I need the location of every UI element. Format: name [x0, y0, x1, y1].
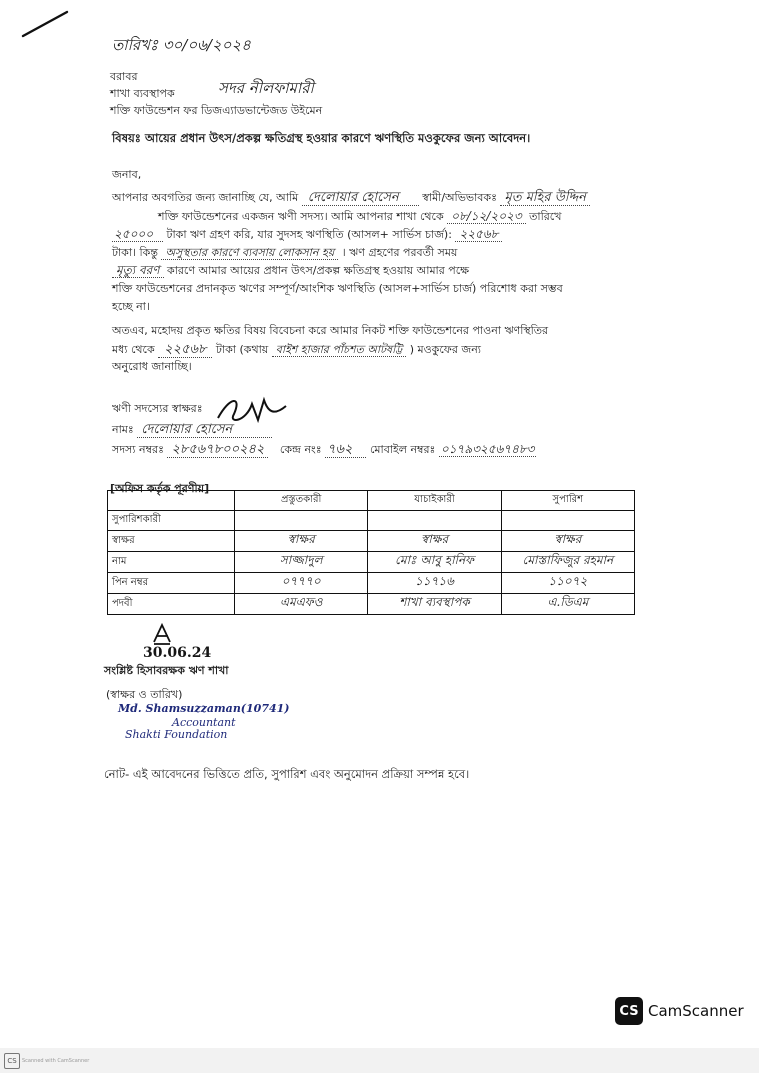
body-text: ) মওকুফের জন্য	[409, 343, 481, 356]
recipient-organization: শক্তি ফাউন্ডেশন ফর ডিজএ্যাডভান্টেজড উইমেন	[110, 104, 323, 117]
member-id-handwritten: ২৮৫৬৭৮০০২৪২	[167, 442, 268, 458]
table-header-cell	[108, 491, 235, 511]
table-cell: মোস্তাফিজুর রহমান	[501, 552, 634, 573]
body-text: শক্তি ফাউন্ডেশনের একজন ঋণী সদস্য। আমি আপনার শাখা থেকে	[158, 210, 444, 223]
body-text: টাকা ঋণ গ্রহণ করি, যার সুদসহ ঋণস্থিতি (আসল+ সার্ভিস চার্জ):	[166, 228, 452, 241]
loss-reason-handwritten: অসুস্থতার কারণে ব্যবসায় লোকসান হয়	[161, 246, 338, 260]
body-line-7: হচ্ছে না।	[112, 300, 150, 313]
subject-line: বিষয়ঃ আয়ের প্রধান উৎস/প্রকল্প ক্ষতিগ্রস্থ হওয়ার কারণে ঋণস্থিতি মওকুফের জন্য আবেদন।	[112, 131, 531, 145]
member-id-label: সদস্য নম্বরঃ	[112, 443, 164, 456]
body-text: স্বামী/অভিভাবকঃ	[422, 191, 497, 204]
table-cell-signature: স্বাক্ষর	[235, 531, 368, 552]
table-cell: ১১০৭২	[501, 573, 634, 594]
mobile-label: মোবাইল নম্বরঃ	[369, 443, 436, 456]
table-cell-signature: স্বাক্ষর	[368, 531, 501, 552]
table-cell: সাজ্জাদুল	[235, 552, 368, 573]
mobile-number-handwritten: ০১৭৯৩২৫৬৭৪৮৩	[440, 442, 535, 456]
table-cell	[501, 511, 634, 531]
recipient-designation: শাখা ব্যবস্থাপক	[110, 87, 175, 100]
application-date: তারিখঃ ৩০/০৬/২০২৪	[112, 36, 251, 54]
table-row	[108, 511, 635, 531]
verification-table	[107, 490, 635, 609]
approval-date-handwritten: 30.06.24	[143, 645, 212, 661]
body-line-1	[112, 188, 590, 209]
body-text: আপনার অবগতির জন্য জানাচ্ছি যে, আমি	[112, 191, 299, 204]
row-label: নাম	[108, 552, 235, 573]
loan-balance-handwritten: ২২৫৬৮	[455, 227, 502, 242]
member-signature-label: ঋণী সদস্যের স্বাক্ষরঃ	[112, 402, 203, 415]
member-name-signature-handwritten: দেলোয়ার হোসেন	[137, 422, 272, 438]
row-label: সুপারিশকারী	[108, 511, 235, 531]
member-name-handwritten: দেলোয়ার হোসেন	[302, 190, 419, 206]
table-header-cell: সুপারিশ	[501, 491, 634, 511]
table-cell	[235, 511, 368, 531]
row-label: পদবী	[108, 594, 235, 615]
waiver-amount-handwritten: ২২৫৬৮	[158, 342, 212, 358]
table-header-row	[108, 491, 635, 511]
loan-date-handwritten: ০৮/১২/২০২৩	[447, 209, 525, 224]
table-cell-signature: স্বাক্ষর	[501, 531, 634, 552]
camscanner-small-logo-icon: CS	[4, 1053, 20, 1069]
table-cell	[368, 511, 501, 531]
table-cell: শাখা ব্যবস্থাপক	[368, 594, 501, 615]
loan-amount-handwritten: ২৫০০০	[112, 227, 163, 242]
row-label: স্বাক্ষর	[108, 531, 235, 552]
body-line-3	[112, 226, 502, 246]
body-line-6: শক্তি ফাউন্ডেশনের প্রদানকৃত ঋণের সম্পূর্ণ/আংশিক ঋণস্থিতি (আসল+সার্ভিস চার্জ) পরিশোধ করা সম্ভব	[112, 282, 563, 295]
camscanner-logo-icon: CS	[615, 997, 643, 1025]
scanner-footer-band	[0, 1048, 759, 1073]
table-cell: মোঃ আবু হানিফ	[368, 552, 501, 573]
approval-instruction: (স্বাক্ষর ও তারিখ)	[106, 688, 183, 701]
footer-note: নোট- এই আবেদনের ভিত্তিতে প্রতি, সুপারিশ এবং অনুমোদন প্রক্রিয়া সম্পন্ন হবে।	[104, 767, 470, 781]
table-row	[108, 531, 635, 552]
body-line-8: অতএব, মহোদয় প্রকৃত ক্ষতির বিষয় বিবেচনা করে আমার নিকট শক্তি ফাউন্ডেশনের পাওনা ঋণস্থিতির	[112, 324, 549, 337]
table-row	[108, 573, 635, 594]
scanned-with-caption: Scanned with CamScanner	[22, 1058, 90, 1064]
body-line-2	[158, 208, 561, 228]
member-id-row	[112, 440, 536, 461]
body-line-5	[112, 262, 469, 282]
recipient-salutation: বরাবর	[110, 70, 138, 83]
body-text: তারিখে	[529, 210, 562, 223]
accountant-stamp-title: Accountant	[172, 716, 236, 729]
salutation: জনাব,	[112, 168, 142, 181]
table-row	[108, 552, 635, 573]
body-text: টাকা (কথায়	[215, 343, 269, 356]
row-label: পিন নম্বর	[108, 573, 235, 594]
body-text: টাকা। কিন্তু	[112, 246, 158, 259]
body-text: কারণে আমার আয়ের প্রধান উৎস/প্রকল্প ক্ষতিগ্রস্থ হওয়ায় আমার পক্ষে	[167, 264, 470, 277]
pen-stroke-mark	[20, 8, 70, 40]
body-line-4	[112, 244, 457, 263]
member-name-label: নামঃ	[112, 423, 134, 436]
table-header-cell: যাচাইকারী	[368, 491, 501, 511]
approval-role: সংশ্লিষ্ট হিসাবরক্ষক ঋণ শাখা	[104, 664, 229, 677]
accountant-initial-mark	[150, 622, 174, 646]
recipient-branch-handwritten: সদর নীলফামারী	[218, 79, 314, 97]
table-cell: এমএফও	[235, 594, 368, 615]
body-text: । ঋণ গ্রহণের পরবর্তী সময়	[341, 246, 458, 259]
table-cell: ০৭৭৭০	[235, 573, 368, 594]
office-use-title: [অফিস কর্তৃক পূরণীয়]	[110, 482, 210, 495]
body-text: মধ্য থেকে	[112, 343, 155, 356]
member-name-row	[112, 420, 272, 441]
waiver-amount-words-handwritten: বাইশ হাজার পাঁচশত আটষট্টি	[272, 343, 406, 357]
table-cell: এ.ডিএম	[501, 594, 634, 615]
body-line-10: অনুরোধ জানাচ্ছি।	[112, 360, 192, 373]
accountant-stamp-org: Shakti Foundation	[125, 728, 228, 741]
camscanner-brand: CamScanner	[648, 1002, 744, 1020]
table-row	[108, 594, 635, 615]
center-label: কেন্দ্র নংঃ	[279, 443, 322, 456]
loss-reason2-handwritten: মৃত্যু বরণ	[112, 263, 164, 278]
table-header-cell: প্রস্তুতকারী	[235, 491, 368, 511]
accountant-stamp-name: Md. Shamsuzzaman(10741)	[118, 702, 290, 715]
guardian-name-handwritten: মৃত মহির উদ্দিন	[500, 190, 589, 206]
center-number-handwritten: ৭৬২	[325, 442, 366, 458]
table-cell: ১১৭১৬	[368, 573, 501, 594]
